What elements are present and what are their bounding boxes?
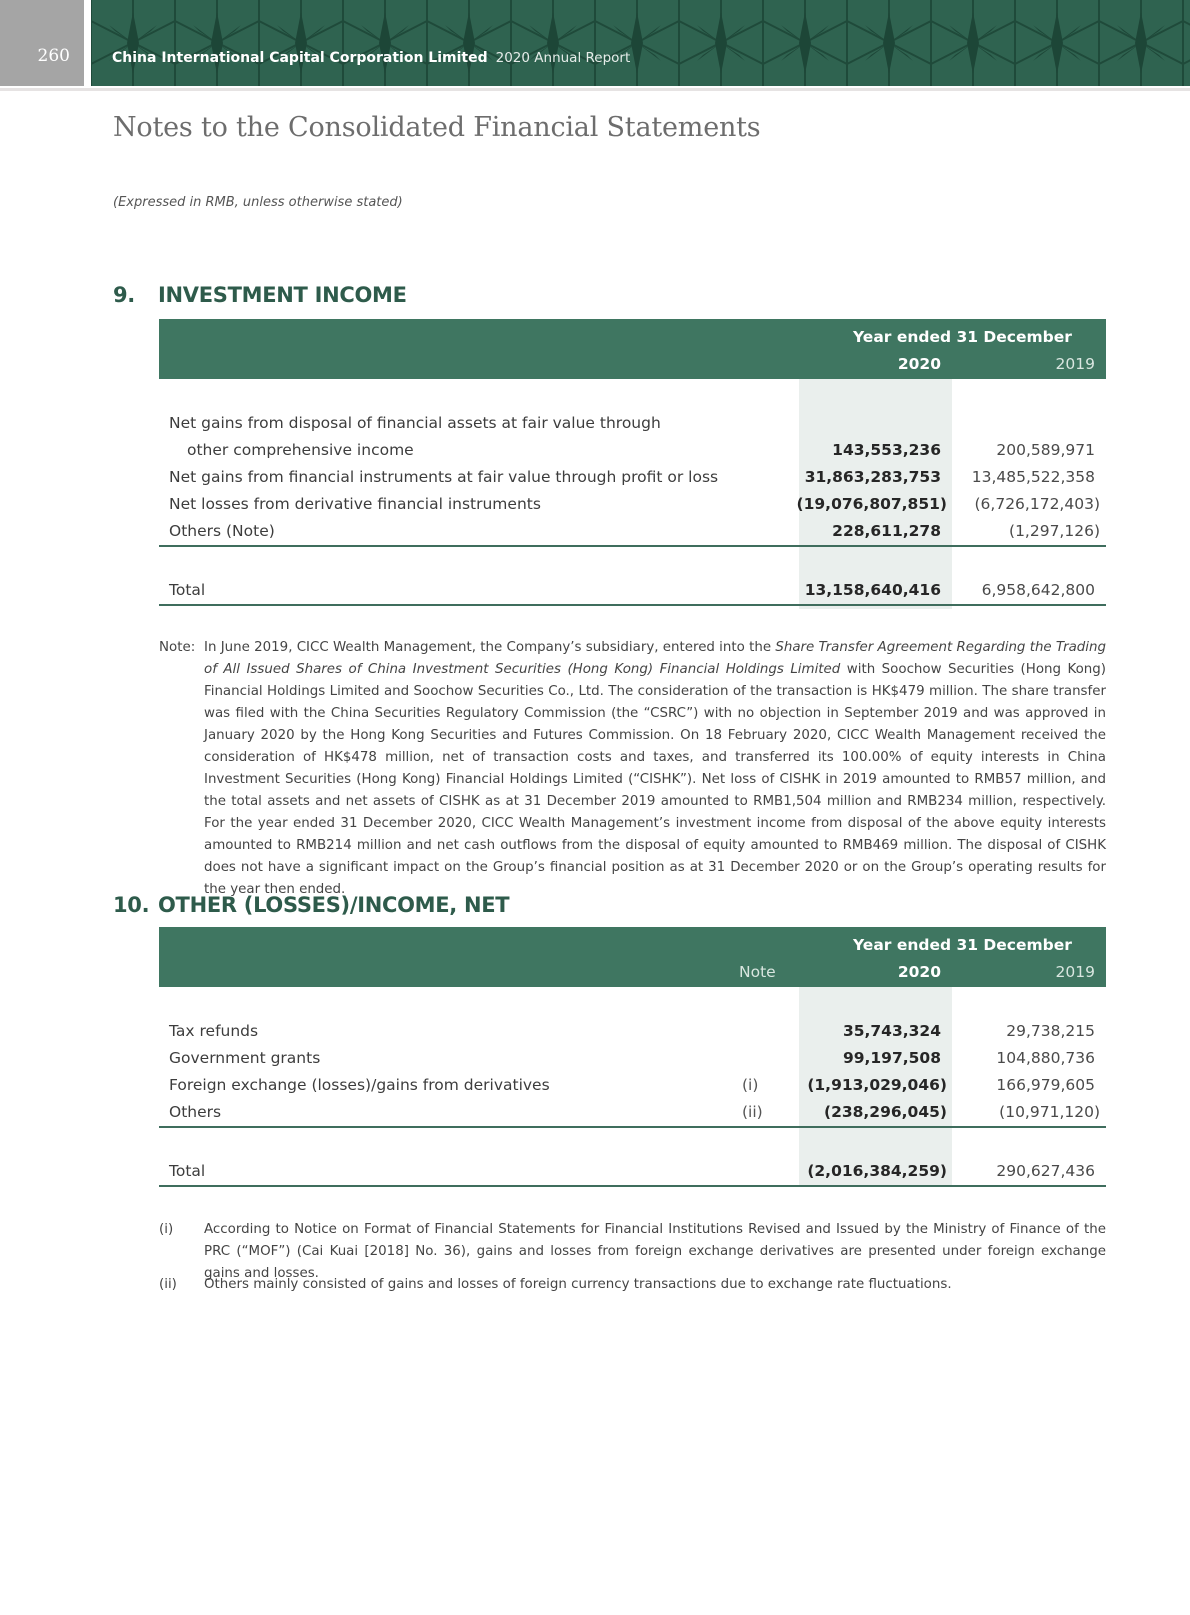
value-2020: 35,743,324 <box>842 1022 941 1040</box>
table-header <box>159 927 1106 987</box>
row-label: other comprehensive income <box>187 441 414 459</box>
total-2019: 290,627,436 <box>996 1162 1095 1180</box>
total-2019: 6,958,642,800 <box>981 581 1095 599</box>
table-row <box>159 437 1106 464</box>
period-header: Year ended 31 December <box>853 936 1072 954</box>
header-divider <box>0 88 1190 91</box>
banner-title <box>112 50 630 66</box>
footnote-text: Others mainly consisted of gains and losses of foreign currency transactions due to exchange rate fluctuations. <box>204 1277 952 1292</box>
note-text-part: In June 2019, CICC Wealth Management, the Company’s subsidiary, entered into the <box>204 640 776 655</box>
value-2019: 13,485,522,358 <box>971 468 1095 486</box>
section-title: OTHER (LOSSES)/INCOME, NET <box>158 893 510 917</box>
other-income-table <box>159 927 1106 1189</box>
note-column-header: Note <box>739 963 776 981</box>
note-tag: Note: <box>159 640 196 655</box>
subtotal-divider <box>159 1126 1106 1128</box>
agreement-title: Share Transfer Agreement Regarding the Trading of All Issued Shares of China Investment Securities (Hong Kong) Financial Holdings Limited <box>204 640 1106 677</box>
total-label: Total <box>169 581 206 599</box>
value-2019: 29,738,215 <box>1006 1022 1095 1040</box>
footnote-ii <box>159 1274 1106 1296</box>
table-row <box>159 1018 1106 1045</box>
note-reference: (i) <box>742 1076 759 1094</box>
section-number: 9. <box>113 283 135 307</box>
table-row <box>159 518 1106 545</box>
banner-pattern-icon <box>91 0 1190 86</box>
table-row <box>159 464 1106 491</box>
value-2020: (1,913,029,046) <box>807 1076 947 1094</box>
footnote-text: According to Notice on Format of Financial Statements for Financial Institutions Revised and Issued by the Ministry of Finance of the PRC (“MOF”) (Cai Kuai [2018] No. 36), gains and losses from foreign exchange derivatives are presented under foreign exchange gains and losses. <box>204 1222 1106 1281</box>
total-divider <box>159 604 1106 606</box>
section-title: INVESTMENT INCOME <box>158 283 407 307</box>
total-row <box>159 1158 1106 1185</box>
table-row <box>159 1045 1106 1072</box>
row-label: Tax refunds <box>169 1022 259 1040</box>
investment-income-note <box>159 637 1106 901</box>
value-2019: (1,297,126) <box>1009 522 1100 540</box>
footnote-tag: (ii) <box>159 1277 177 1292</box>
value-2019: 200,589,971 <box>996 441 1095 459</box>
page-number: 260 <box>37 46 70 66</box>
total-divider <box>159 1185 1106 1187</box>
table-row <box>159 1099 1106 1126</box>
header-banner <box>91 0 1190 86</box>
table-row <box>159 1072 1106 1099</box>
company-name: China International Capital Corporation Limited <box>112 50 488 66</box>
subtotal-divider <box>159 545 1106 547</box>
value-2019: (10,971,120) <box>999 1103 1100 1121</box>
value-2020: 31,863,283,753 <box>804 468 941 486</box>
investment-income-table <box>159 319 1106 609</box>
table-header <box>159 319 1106 379</box>
note-text <box>204 637 1106 901</box>
table-row <box>159 491 1106 518</box>
currency-subtitle: (Expressed in RMB, unless otherwise stated) <box>113 195 403 210</box>
total-2020: 13,158,640,416 <box>804 581 941 599</box>
page-title: Notes to the Consolidated Financial Statements <box>113 112 761 143</box>
row-label: Others (Note) <box>169 522 275 540</box>
note-reference: (ii) <box>742 1103 763 1121</box>
total-row <box>159 577 1106 604</box>
report-name: 2020 Annual Report <box>495 50 631 66</box>
row-label: Foreign exchange (losses)/gains from derivatives <box>169 1076 550 1094</box>
total-2020: (2,016,384,259) <box>807 1162 947 1180</box>
value-2020: (19,076,807,851) <box>796 495 947 513</box>
section-9-heading <box>113 283 407 307</box>
row-label: Others <box>169 1103 222 1121</box>
section-number: 10. <box>113 893 150 917</box>
column-2019-header: 2019 <box>1055 963 1095 981</box>
row-label: Net gains from disposal of financial assets at fair value through <box>169 414 661 432</box>
page-number-box <box>0 0 84 86</box>
row-label: Government grants <box>169 1049 321 1067</box>
column-2020-header: 2020 <box>897 355 941 373</box>
value-2019: (6,726,172,403) <box>974 495 1100 513</box>
footnote-tag: (i) <box>159 1222 174 1237</box>
row-label: Net gains from financial instruments at fair value through profit or loss <box>169 468 719 486</box>
value-2020: 99,197,508 <box>842 1049 941 1067</box>
period-header: Year ended 31 December <box>853 328 1072 346</box>
note-text-part: with Soochow Securities (Hong Kong) Financial Holdings Limited and Soochow Securities Co., Ltd. The consideration of the transaction is HK$479 million. The share transfer was filed with the China Securities Regulatory Commission (the “CSRC”) with no objection in September 2019 and was approved in January 2020 by the Hong Kong Securities and Futures Commission. On 18 February 2020, CICC Wealth Management received the consideration of HK$478 million, net of transaction costs and taxes, and transferred its 100.00% of equity interests in China Investment Securities (Hong Kong) Financial Holdings Limited (“CISHK”). Net loss of CISHK in 2019 amounted to RMB57 million, and the total assets and net assets of CISHK as at 31 December 2019 amounted to RMB1,504 million and RMB234 million, respectively. For the year ended 31 December 2020, CICC Wealth Management’s investment income from disposal of the above equity interests amounted to RMB214 million and net cash outflows from the disposal of equity amounted to RMB469 million. The disposal of CISHK does not have a significant impact on the Group’s financial position as at 31 December 2020 or on the Group’s operating results for the year then ended. <box>204 662 1107 897</box>
value-2020: (238,296,045) <box>823 1103 947 1121</box>
section-10-heading <box>113 893 509 917</box>
column-2020-header: 2020 <box>897 963 941 981</box>
total-label: Total <box>169 1162 206 1180</box>
value-2020: 143,553,236 <box>832 441 941 459</box>
table-row <box>159 410 1106 437</box>
column-2019-header: 2019 <box>1055 355 1095 373</box>
value-2020: 228,611,278 <box>832 522 941 540</box>
value-2019: 166,979,605 <box>996 1076 1095 1094</box>
row-label: Net losses from derivative financial instruments <box>169 495 541 513</box>
value-2019: 104,880,736 <box>996 1049 1095 1067</box>
